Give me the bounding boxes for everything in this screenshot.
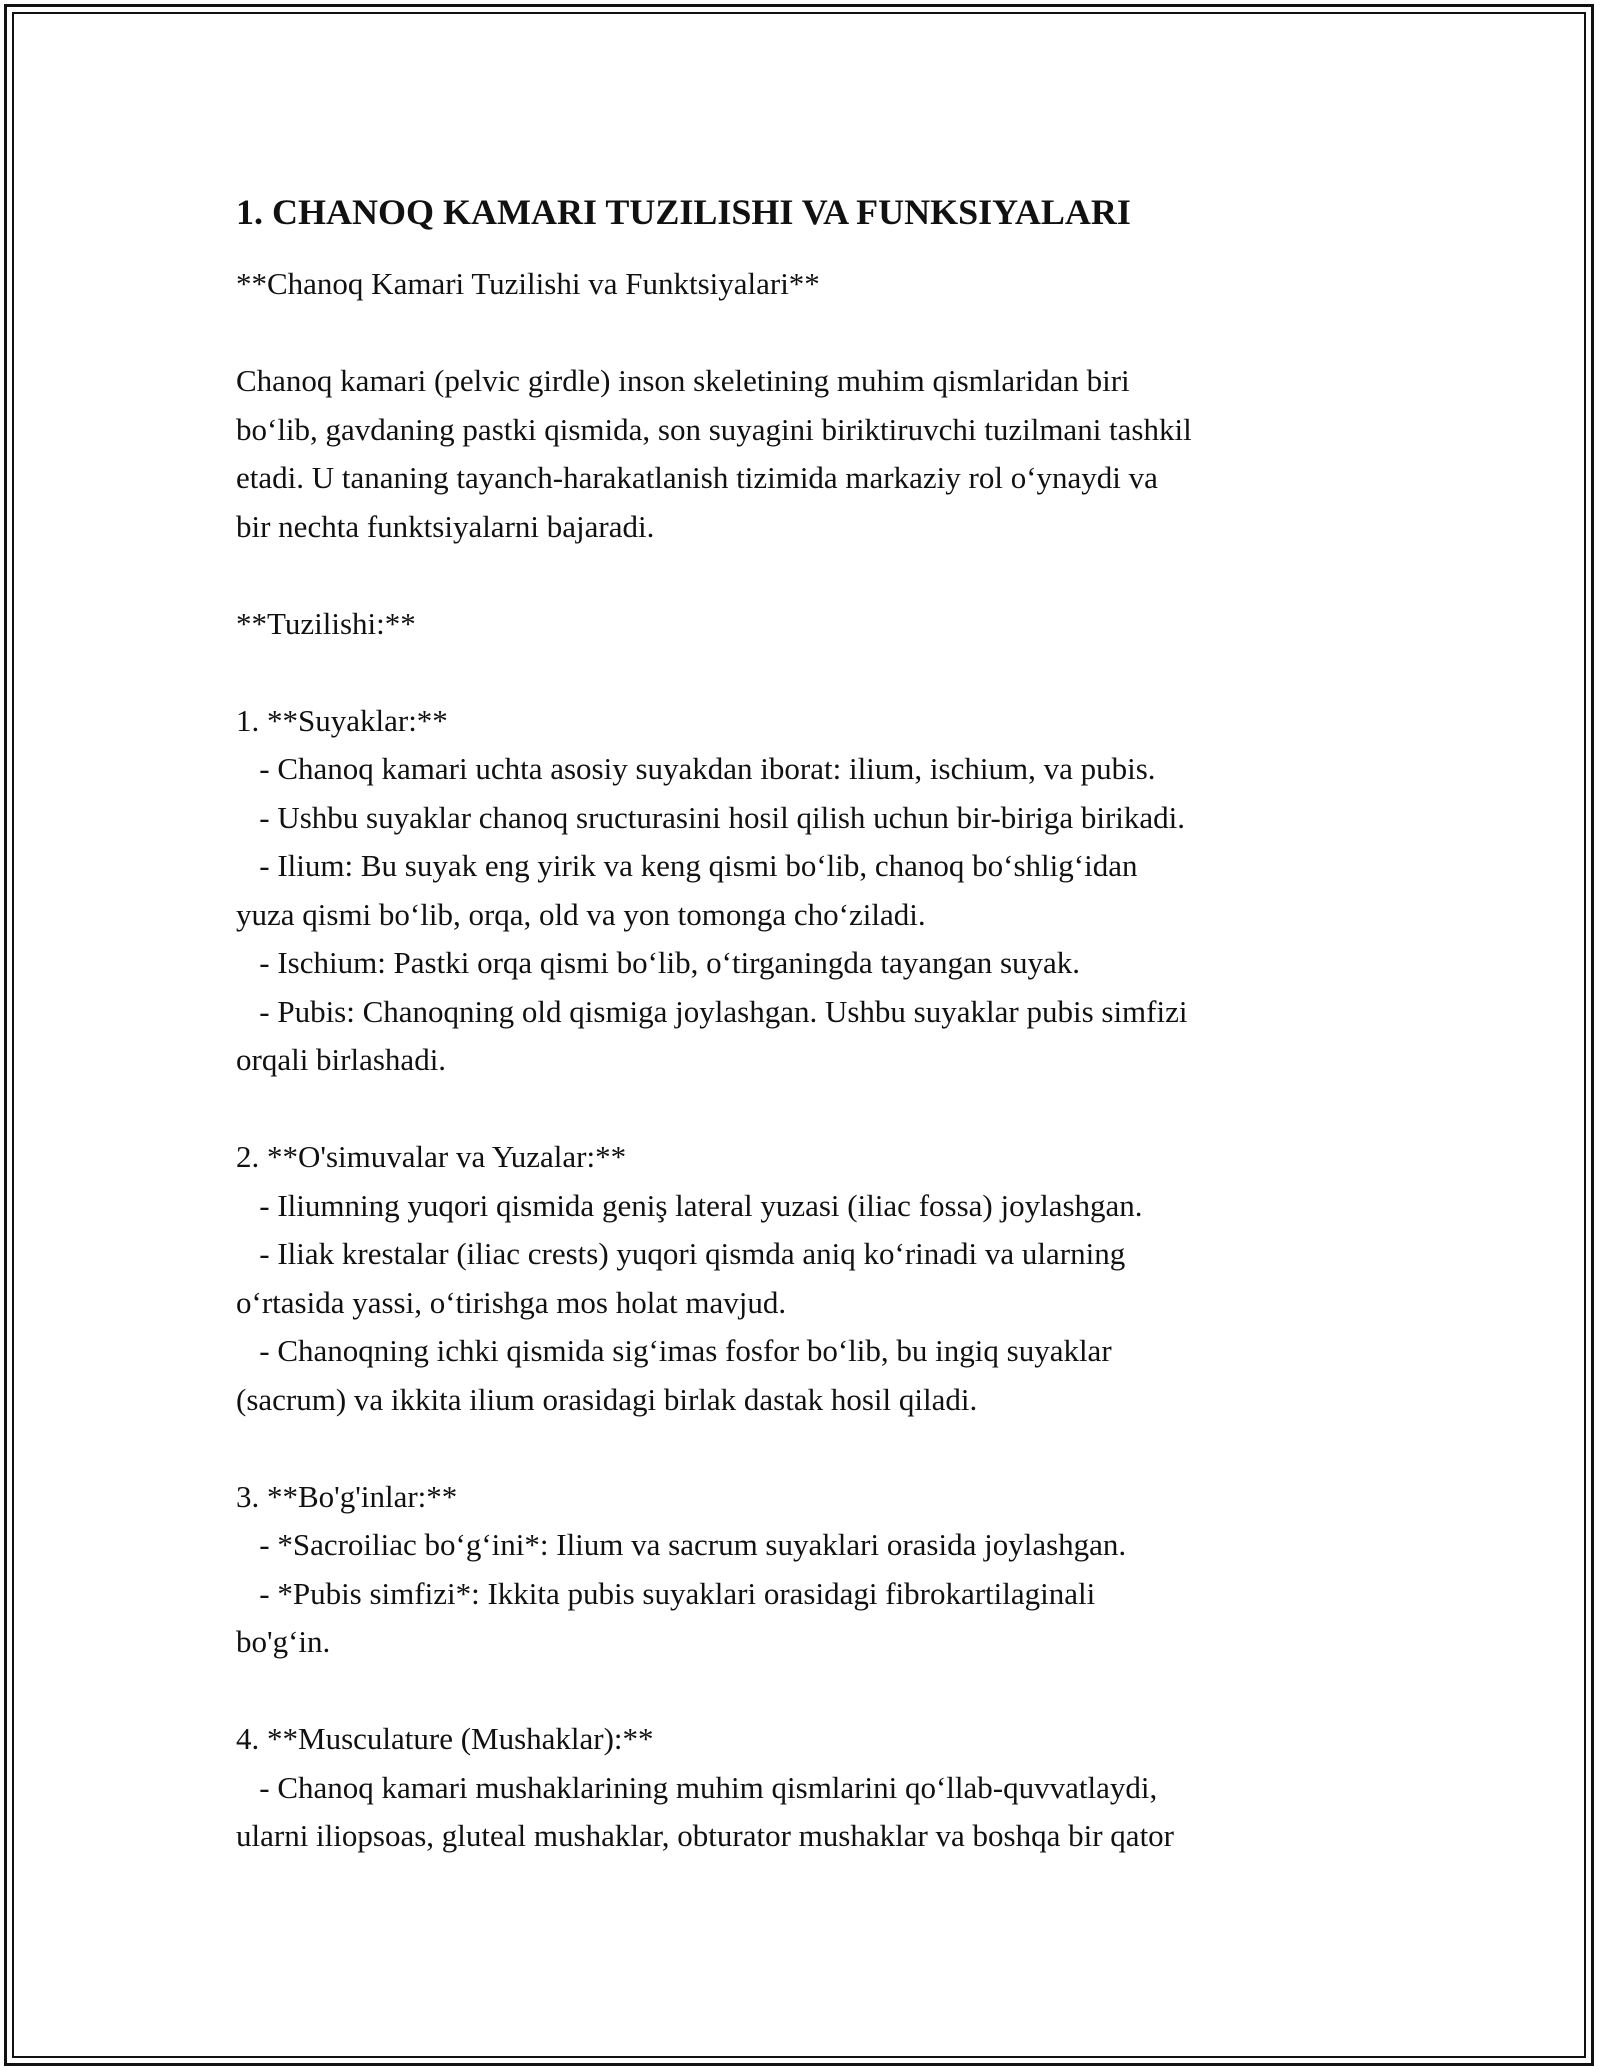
- section-joints: [236, 1473, 1386, 1667]
- section-musculature: [236, 1715, 1386, 1861]
- section-heading: 3. **Bo'g'inlar:**: [236, 1478, 458, 1514]
- section-line: bo'g‘in.: [236, 1624, 331, 1659]
- spacer: [236, 551, 1386, 600]
- section-line: - Ischium: Pastki orqa qismi bo‘lib, o‘tirganingda tayangan suyak.: [236, 945, 1081, 980]
- section-line: - Chanoq kamari uchta asosiy suyakdan iborat: ilium, ischium, va pubis.: [236, 751, 1156, 786]
- section-line: - Iliumning yuqori qismida geniş lateral yuzasi (iliac fossa) joylashgan.: [236, 1187, 1143, 1223]
- section-line: - *Pubis simfizi*: Ikkita pubis suyaklari orasidagi fibrokartilaginali: [236, 1575, 1096, 1611]
- intro-line: etadi. U tananing tayanch-harakatlanish tizimida markaziy rol o‘ynaydi va: [236, 460, 1158, 495]
- section-heading: 4. **Musculature (Mushaklar):**: [236, 1721, 654, 1756]
- document-body: [236, 188, 1386, 1861]
- section-line: - *Sacroiliac bo‘g‘ini*: Ilium va sacrum suyaklari orasida joylashgan.: [236, 1527, 1127, 1562]
- section-bones: [236, 697, 1386, 1085]
- spacer: [236, 648, 1386, 697]
- section-line: - Chanoq kamari mushaklarining muhim qismlarini qo‘llab-quvvatlaydi,: [236, 1769, 1158, 1805]
- spacer: [236, 1085, 1386, 1134]
- section-line: - Chanoqning ichki qismida sig‘imas fosfor bo‘lib, bu ingiq suyaklar: [236, 1333, 1112, 1368]
- section-line: yuza qismi bo‘lib, orqa, old va yon tomonga cho‘ziladi.: [236, 896, 926, 932]
- section-line: orqali birlashadi.: [236, 1042, 447, 1077]
- intro-paragraph: [236, 357, 1386, 551]
- section-line: - Iliak krestalar (iliac crests) yuqori qismda aniq ko‘rinadi va ularning: [236, 1236, 1126, 1271]
- section-heading: 2. **O'simuvalar va Yuzalar:**: [236, 1139, 627, 1174]
- spacer: [236, 1424, 1386, 1473]
- section-line: ularni iliopsoas, gluteal mushaklar, obturator mushaklar va boshqa bir qator: [236, 1818, 1175, 1853]
- spacer: [236, 309, 1386, 358]
- section-line: - Ushbu suyaklar chanoq sructurasini hosil qilish uchun bir-biriga birikadi.: [236, 799, 1186, 835]
- section-line: - Pubis: Chanoqning old qismiga joylashgan. Ushbu suyaklar pubis simfizi: [236, 993, 1188, 1029]
- section-line: - Ilium: Bu suyak eng yirik va keng qismi bo‘lib, chanoq bo‘shlig‘idan: [236, 848, 1138, 883]
- document-subtitle: **Chanoq Kamari Tuzilishi va Funktsiyalari**: [236, 266, 820, 301]
- document-title: 1. CHANOQ KAMARI TUZILISHI VA FUNKSIYALARI: [236, 192, 1131, 232]
- section-heading: 1. **Suyaklar:**: [236, 702, 448, 738]
- spacer: [236, 1667, 1386, 1716]
- intro-line: bo‘lib, gavdaning pastki qismida, son suyagini biriktiruvchi tuzilmani tashkil: [236, 411, 1192, 447]
- structure-heading: **Tuzilishi:**: [236, 605, 416, 641]
- section-processes-surfaces: [236, 1133, 1386, 1424]
- section-line: o‘rtasida yassi, o‘tirishga mos holat mavjud.: [236, 1284, 787, 1320]
- section-line: (sacrum) va ikkita ilium orasidagi birlak dastak hosil qiladi.: [236, 1381, 978, 1417]
- intro-line: bir nechta funktsiyalarni bajaradi.: [236, 508, 655, 544]
- intro-line: Chanoq kamari (pelvic girdle) inson skeletining muhim qismlaridan biri: [236, 363, 1130, 398]
